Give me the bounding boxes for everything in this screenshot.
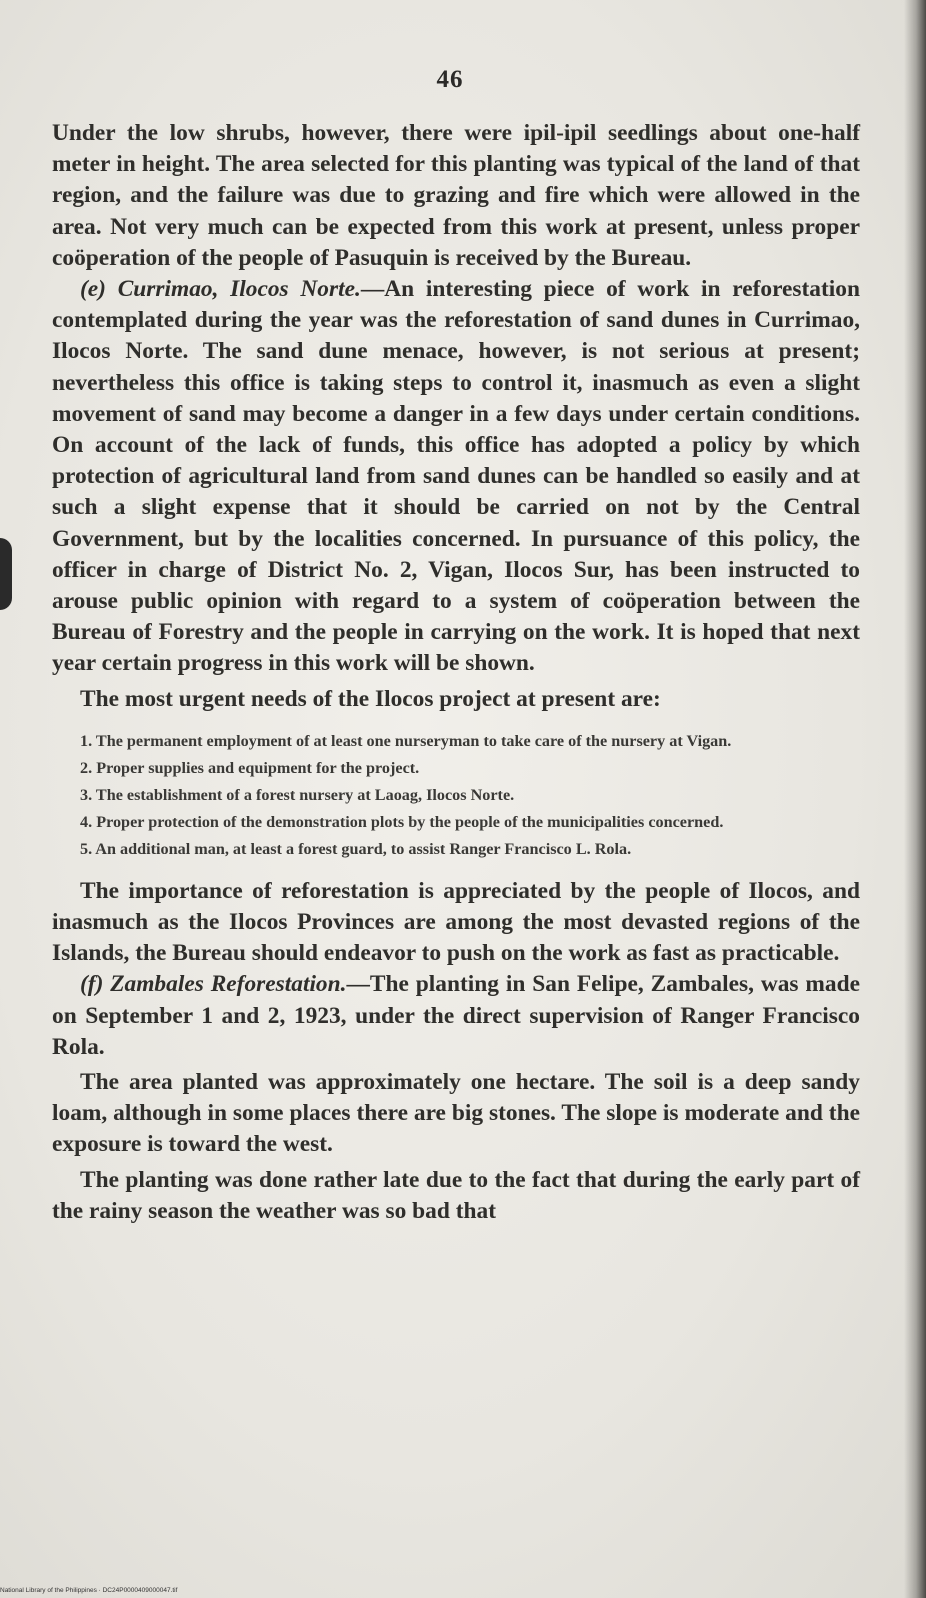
paragraph-text: The area planted was approximately one hectare. The soil is a deep sandy loam, although in some places there are big stones. The slope is moderate and the exposure is toward the west. [52,1069,860,1158]
paragraph-zambales [52,969,860,1063]
paragraph-area-planted [52,1067,860,1161]
paragraph-text: The most urgent needs of the Ilocos project at present are: [80,685,661,712]
page-edge-shadow [904,0,926,1598]
paragraph-text: —An interesting piece of work in reforestation contemplated during the year was the reforestation of sand dunes in Currimao, Ilocos Norte. The sand dune menace, however, is not serious at present; nevertheless this office is taking steps to control it, inasmuch as even a slight movement of sand may become a danger in a few days under certain conditions. On account of the lack of funds, this office has adopted a policy by which protection of agricultural land from sand dunes can be handled so easily and at such a slight expense that it should be carried on not by the Central Government, but by the localities concerned. In pursuance of this policy, the officer in charge of District No. 2, Vigan, Ilocos Sur, has been instructed to arouse public opinion with regard to a system of coöperation between the Bureau of Forestry and the people in carrying on the work. It is hoped that next year certain progress in this work will be shown. [52,276,860,677]
page-number: 46 [436,66,464,93]
list-item: 1. The permanent employment of at least one nurseryman to take care of the nursery at Vigan. [80,731,732,750]
paragraph-text: —The planting in San Felipe, Zambales, was made on September 1 and 2, 1923, under the direct supervision of Ranger Francisco Rola. [52,971,860,1060]
paragraph-planting-late [52,1165,860,1227]
paragraph-text: The importance of reforestation is appreciated by the people of Ilocos, and inasmuch as the Ilocos Provinces are among the most devasted regions of the Islands, the Bureau should endeavor to push on the work as fast as practicable. [52,877,860,967]
list-item: 5. An additional man, at least a forest guard, to assist Ranger Francisco L. Rola. [80,839,632,858]
paragraph-urgent-needs [52,684,860,715]
needs-list [52,729,860,862]
scan-footer: National Library of the Philippines · DC24P0000409000047.tif [0,1587,178,1594]
page-body [52,118,860,1227]
binding-mark [0,538,12,610]
section-heading-zambales: (f) Zambales Reforestation. [80,971,347,998]
list-item: 3. The establishment of a forest nursery at Laoag, Ilocos Norte. [80,785,515,804]
paragraph-shrubs [52,118,860,274]
list-item: 2. Proper supplies and equipment for the project. [80,758,420,777]
paragraph-currimao [52,274,860,680]
paragraph-text: The planting was done rather late due to the fact that during the early part of the rainy season the weather was so bad that [52,1166,860,1224]
paragraph-text: Under the low shrubs, however, there were ipil-ipil seedlings about one-half meter in height. The area selected for this planting was typical of the land of that region, and the failure was due to grazing and fire which were allowed in the area. Not very much can be expected from this work at present, unless proper coöperation of the people of Pasuquin is received by the Bureau. [52,120,860,271]
list-item: 4. Proper protection of the demonstration plots by the people of the municipalities concerned. [80,812,724,831]
section-heading-currimao: (e) Currimao, Ilocos Norte. [80,276,361,303]
paragraph-importance [52,876,860,970]
